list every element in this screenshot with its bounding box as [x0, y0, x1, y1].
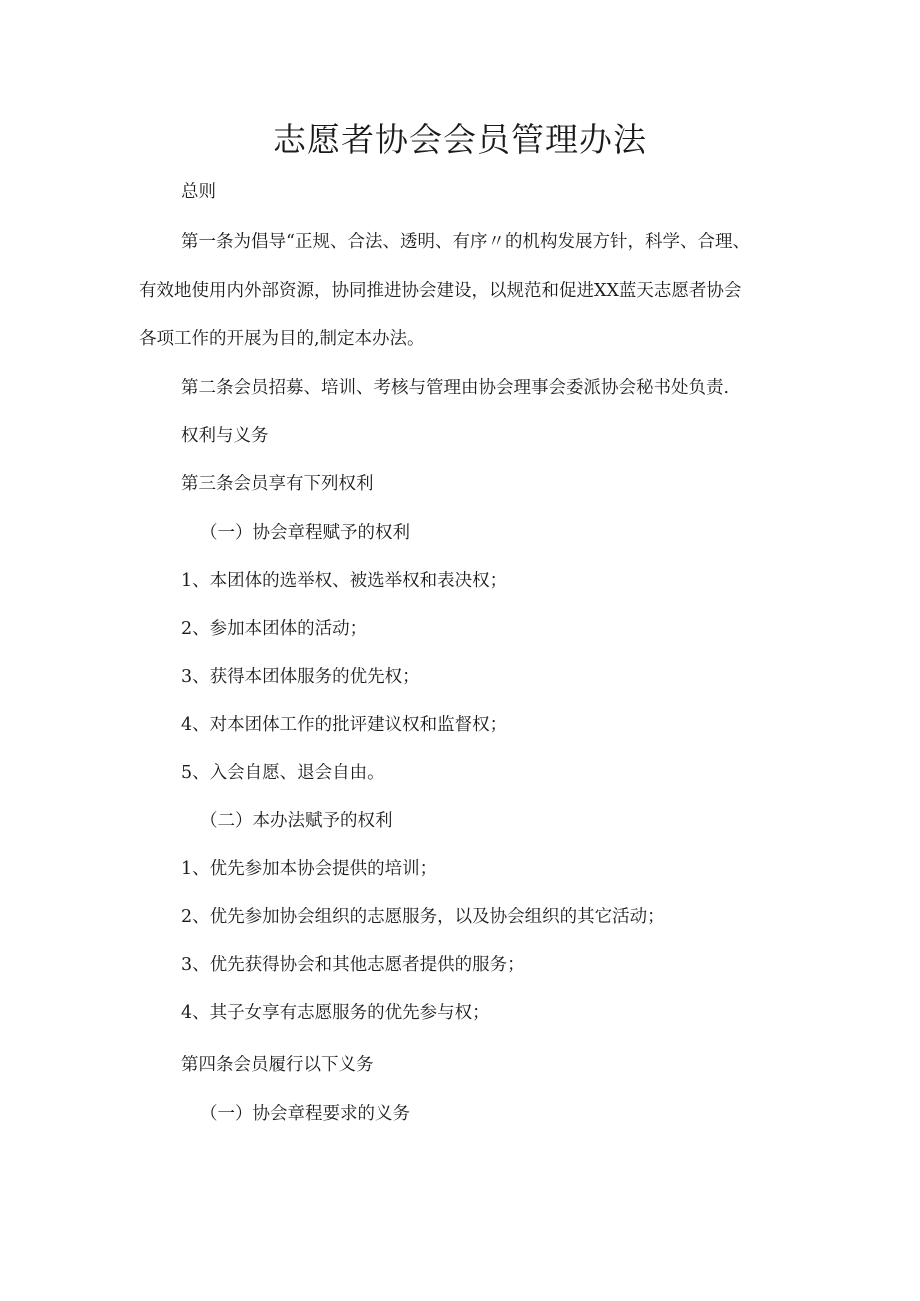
list-item: 2、参加本团体的活动；	[181, 619, 368, 639]
subsection-charter-duties: （一）协会章程要求的义务	[200, 1104, 410, 1124]
section-heading-general: 总则	[181, 182, 216, 202]
article-4: 第四条会员履行以下义务	[181, 1055, 374, 1075]
list-item: 3、优先获得协会和其他志愿者提供的服务；	[181, 955, 525, 975]
subsection-charter-rights: （一）协会章程赋予的权利	[200, 523, 410, 543]
article-1-line-3: 各项工作的开展为目的,制定本办法。	[139, 329, 425, 349]
subsection-measure-rights: （二）本办法赋予的权利	[200, 811, 393, 831]
article-2: 第二条会员招募、培训、考核与管理由协会理事会委派协会秘书处负责.	[181, 378, 730, 398]
article-1-line-2: 有效地使用内外部资源，协同推进协会建设，以规范和促进XX蓝天志愿者协会	[139, 281, 742, 301]
list-item: 2、优先参加协会组织的志愿服务，以及协会组织的其它活动；	[181, 907, 665, 927]
list-item: 3、获得本团体服务的优先权；	[181, 667, 420, 687]
list-item: 4、其子女享有志愿服务的优先参与权；	[181, 1003, 490, 1023]
document-title: 志愿者协会会员管理办法	[273, 120, 647, 159]
section-heading-rights-duties: 权利与义务	[181, 426, 269, 446]
list-item: 1、本团体的选举权、被选举权和表决权；	[181, 571, 508, 591]
list-item: 1、优先参加本协会提供的培训；	[181, 859, 438, 879]
list-item: 5、入会自愿、退会自由。	[181, 763, 385, 783]
article-3: 第三条会员享有下列权利	[181, 474, 374, 494]
list-item: 4、对本团体工作的批评建议权和监督权；	[181, 715, 508, 735]
article-1-line-1: 第一条为倡导“正规、合法、透明、有序〃的机构发展方针，科学、合理、	[181, 232, 750, 252]
